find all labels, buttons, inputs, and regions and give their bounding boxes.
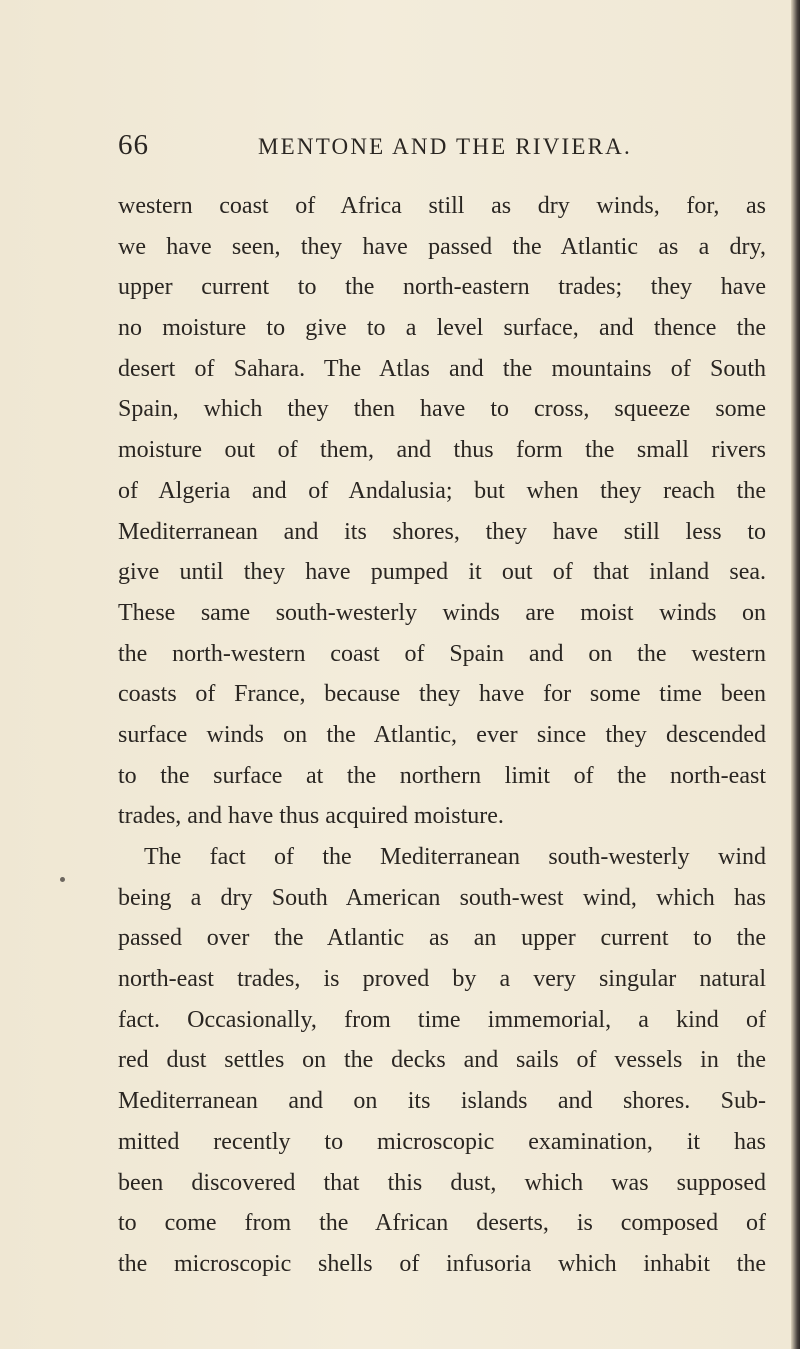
text-line: coasts of France, because they have for some time been xyxy=(118,681,766,708)
text-line: north-east trades, is proved by a very singular natural xyxy=(118,966,766,993)
text-line: been discovered that this dust, which was supposed xyxy=(118,1169,766,1196)
page-number: 66 xyxy=(118,129,149,161)
text-line: the microscopic shells of infusoria which inhabit the xyxy=(118,1250,766,1277)
page-edge-shadow xyxy=(791,0,800,1349)
text-line: the north-western coast of Spain and on the western xyxy=(118,640,766,667)
text-line: moisture out of them, and thus form the small rivers xyxy=(118,437,766,464)
text-line: desert of Sahara. The Atlas and the mountains of South xyxy=(118,355,766,382)
text-line: being a dry South American south-west wind, which has xyxy=(118,884,766,911)
text-line: to come from the African deserts, is composed of xyxy=(118,1210,766,1237)
text-line: to the surface at the northern limit of the north-east xyxy=(118,762,766,789)
text-line: mitted recently to microscopic examination, it has xyxy=(118,1128,766,1155)
text-line: fact. Occasionally, from time immemorial, a kind of xyxy=(118,1006,766,1033)
text-line: Spain, which they then have to cross, squeeze some xyxy=(118,396,766,423)
paragraph-start-line: The fact of the Mediterranean south-westerly wind xyxy=(144,844,766,870)
text-line: upper current to the north-eastern trades; they have xyxy=(118,274,766,301)
running-title: MENTONE AND THE RIVIERA. xyxy=(258,134,632,159)
text-line: passed over the Atlantic as an upper current to the xyxy=(118,925,766,952)
text-line: we have seen, they have passed the Atlantic as a dry, xyxy=(118,233,766,260)
text-line: surface winds on the Atlantic, ever since they descended xyxy=(118,721,766,748)
text-line: no moisture to give to a level surface, and thence the xyxy=(118,315,766,342)
text-line: trades, and have thus acquired moisture. xyxy=(118,803,504,830)
text-line: Mediterranean and its shores, they have still less to xyxy=(118,518,766,545)
text-line: give until they have pumped it out of that inland sea. xyxy=(118,559,766,586)
text-line: These same south-westerly winds are moist winds on xyxy=(118,599,766,626)
text-line: of Algeria and of Andalusia; but when they reach the xyxy=(118,477,766,504)
text-line: Mediterranean and on its islands and shores. Sub- xyxy=(118,1088,766,1115)
text-line: red dust settles on the decks and sails of vessels in the xyxy=(118,1047,766,1074)
text-line: western coast of Africa still as dry winds, for, as xyxy=(118,193,766,219)
paper-speck xyxy=(60,877,65,882)
body-text xyxy=(118,186,766,1285)
